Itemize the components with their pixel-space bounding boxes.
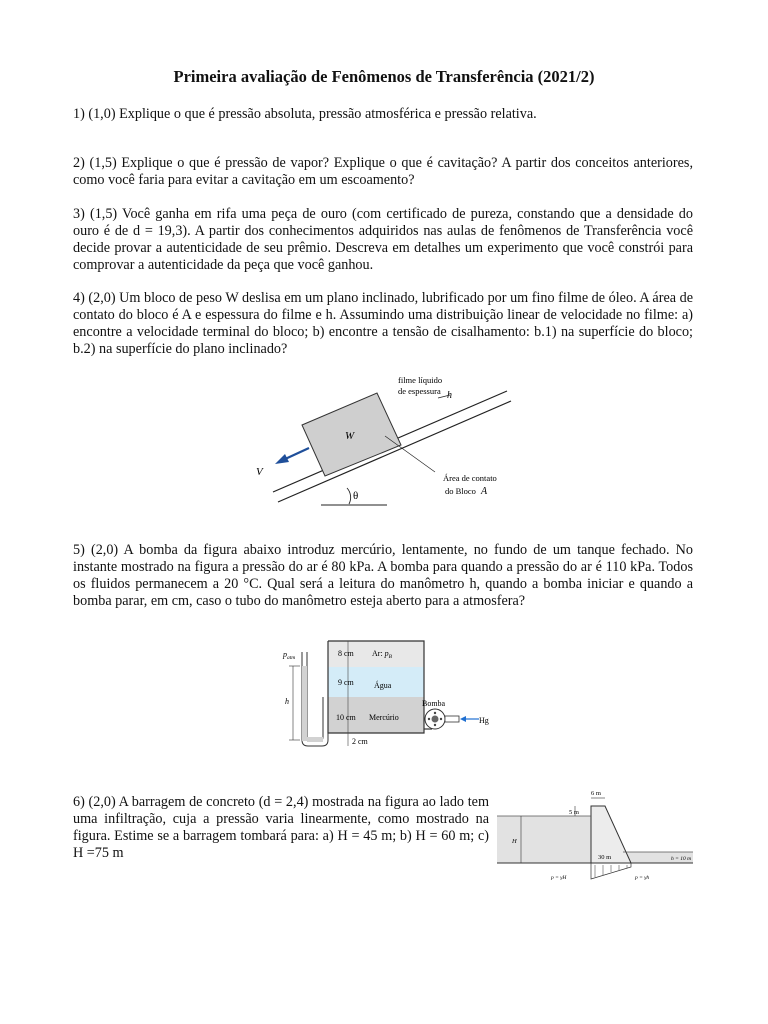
manometer-mercury	[302, 666, 307, 741]
velocity-arrowhead	[275, 454, 289, 464]
H-label: H	[512, 838, 517, 845]
p-gamma-H-label: p = γH	[551, 875, 567, 881]
depth-8cm: 8 cm	[338, 649, 354, 658]
water-label: Água	[374, 681, 392, 690]
question-1: 1) (1,0) Explique o que é pressão absoluta, pressão atmosférica e pressão relativa.	[73, 106, 537, 122]
base-label: 30 m	[598, 854, 612, 861]
question-4: 4) (2,0) Um bloco de peso W deslisa em um plano inclinado, lubrificado por um fino filme de óleo. A área de contato do bloco é A e espessura do filme e h. Assumindo uma distribuição linear de velocidade no filme: a) encontre a velocidade terminal do bloco; b) encontre a tensão de cisalhamento: b.1) na superfície do bloco; b.2) na superfície do plano inclinado?	[73, 290, 693, 357]
hg-arrowhead	[460, 716, 466, 722]
h-label: h	[285, 697, 289, 706]
pump-hub	[432, 716, 439, 723]
page-title: Primeira avaliação de Fenômenos de Transferência (2021/2)	[173, 67, 595, 86]
plane-bottom-line	[278, 401, 511, 502]
h10-label: h = 10 m	[671, 856, 692, 862]
angle-arc	[347, 488, 351, 504]
top-width-label: 6 m	[591, 790, 601, 797]
film-label-2: de espessura	[398, 386, 441, 396]
manometer-inner	[307, 652, 323, 741]
depth-9cm: 9 cm	[338, 678, 354, 687]
depth-2cm: 2 cm	[352, 737, 368, 746]
hg-label: Hg	[479, 716, 489, 725]
question-5: 5) (2,0) A bomba da figura abaixo introduz mercúrio, lentamente, no fundo de um tanque fechado. No instante mostrado na figura a pressão do ar é 80 kPa. A bomba para quando a pressão do ar é 110 kPa. Todos os fluidos permanecem a 20 °C. Qual será a leitura do manômetro h, quando a bomba iniciar e quando a bomba parar, em cm, caso o tubo do manômetro esteja aberto para a atmosfera?	[73, 542, 693, 609]
figure-inclined-plane	[245, 368, 535, 513]
question-6: 6) (2,0) A barragem de concreto (d = 2,4) mostrada na figura ao lado tem uma infiltração, cuja a pressão varia linearmente, como mostrado na figura. Estime se a barragem tombará para: a) H = 45 m; b) H = 60 m; c) H =75 m	[73, 794, 489, 861]
figure-concrete-dam	[495, 785, 695, 882]
area-label-1: Área de contato	[443, 473, 497, 483]
question-3: 3) (1,5) Você ganha em rifa uma peça de ouro (com certificado de pureza, constando que a densidade do ouro é de d = 19,3). A partir dos conhecimentos adquiridos nas aulas de fenômenos de Transferência você decide provar a autenticidade de seu prêmio. Descreva em detalhes um experimento que você constrói para comprovar a autenticidade da peça que você ganhou.	[73, 206, 693, 273]
question-2: 2) (1,5) Explique o que é pressão de vapor? Explique o que é cavitação? A partir dos conceitos anteriores, como você faria para evitar a cavitação em um escoamento?	[73, 155, 693, 188]
top-drop-label: 5 m	[569, 809, 579, 816]
film-h-label: h	[447, 390, 452, 401]
theta-label: θ	[353, 490, 359, 502]
p-gamma-h-label: p = γh	[635, 875, 650, 881]
film-label-1: filme líquido	[398, 375, 443, 385]
depth-10cm: 10 cm	[336, 713, 356, 722]
pump-label: Bomba	[422, 699, 446, 708]
patm-label: $p_{atm}$	[283, 650, 296, 661]
air-label: Ar: $p_B$	[372, 649, 393, 660]
area-A-label: A	[481, 486, 488, 497]
figure-pump-tank	[280, 638, 495, 750]
area-label-2: do Bloco	[445, 486, 476, 496]
velocity-label: V	[256, 466, 263, 478]
mercury-label: Mercúrio	[369, 713, 399, 722]
block-weight-label: W	[345, 430, 355, 442]
area-leader	[385, 436, 435, 472]
